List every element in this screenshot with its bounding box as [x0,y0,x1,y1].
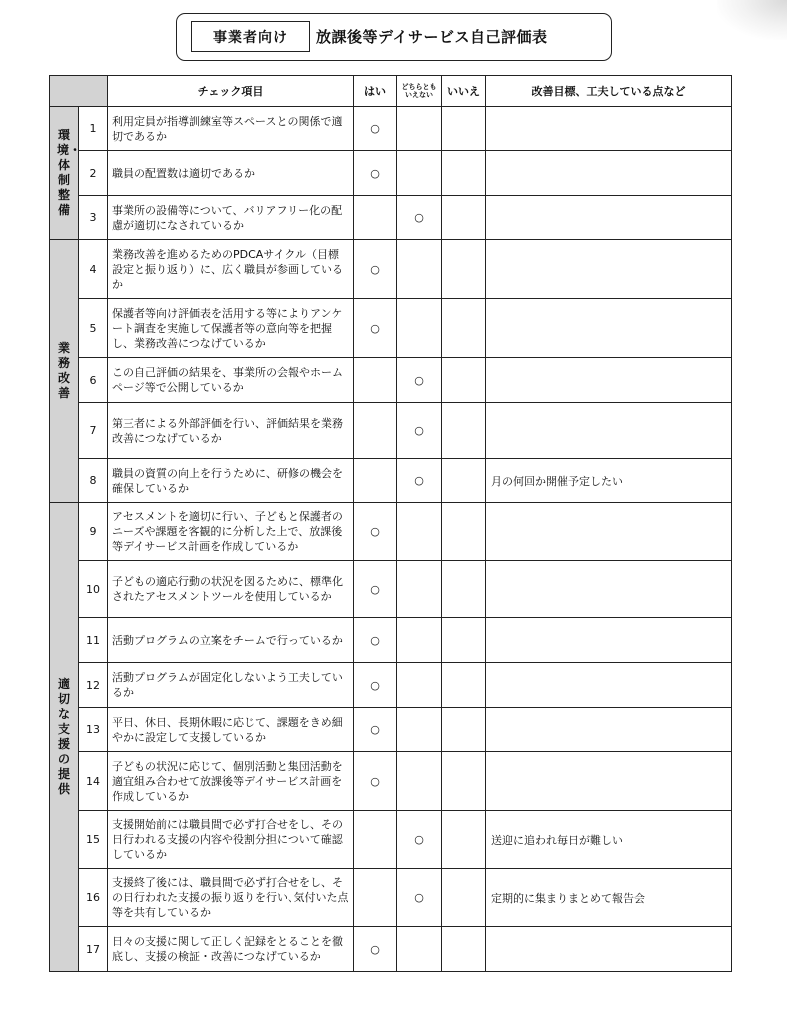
evaluation-table [49,75,732,972]
check-item-text: 第三者による外部評価を行い、評価結果を業務改善につなげているか [108,403,354,459]
row-number: 10 [79,561,108,618]
answer-yes: ○ [354,663,397,708]
answer-neutral: ○ [397,403,442,459]
answer-yes: ○ [354,240,397,299]
remark-text [486,107,732,151]
row-number: 14 [79,752,108,811]
answer-yes: ○ [354,151,397,196]
header-neutral-line2: いえない [405,91,433,99]
answer-neutral [397,618,442,663]
row-number: 4 [79,240,108,299]
answer-neutral [397,503,442,561]
answer-no [442,107,486,151]
answer-neutral: ○ [397,869,442,927]
check-item-text: 業務改善を進めるためのPDCAサイクル（目標設定と振り返り）に、広く職員が参画しているか [108,240,354,299]
check-item-text: 活動プログラムが固定化しないよう工夫しているか [108,663,354,708]
answer-neutral [397,752,442,811]
row-number: 12 [79,663,108,708]
category-label: 適切な支援の提供 [57,677,70,796]
answer-neutral [397,299,442,358]
row-number: 3 [79,196,108,240]
table-row [50,869,732,927]
answer-no [442,663,486,708]
answer-no [442,299,486,358]
row-number: 9 [79,503,108,561]
check-item-text: 職員の資質の向上を行うために、研修の機会を確保しているか [108,459,354,503]
remark-text [486,663,732,708]
answer-no [442,240,486,299]
answer-yes [354,196,397,240]
answer-yes [354,459,397,503]
answer-neutral: ○ [397,358,442,403]
table-row [50,503,732,561]
check-item-text: 活動プログラムの立案をチームで行っているか [108,618,354,663]
check-item-text: 事業所の設備等について、バリアフリー化の配慮が適切になされているか [108,196,354,240]
category-label: 環境・体制整備 [57,128,82,217]
check-item-text: 利用定員が指導訓練室等スペースとの関係で適切であるか [108,107,354,151]
answer-no [442,358,486,403]
table-row [50,151,732,196]
table-row [50,107,732,151]
answer-neutral: ○ [397,459,442,503]
answer-yes: ○ [354,299,397,358]
answer-yes [354,811,397,869]
answer-no [442,196,486,240]
row-number: 11 [79,618,108,663]
table-row [50,927,732,972]
page-title: 放課後等デイサービス自己評価表 [316,28,548,46]
row-number: 13 [79,708,108,752]
check-item-text: 職員の配置数は適切であるか [108,151,354,196]
remark-text: 送迎に追われ毎日が難しい [486,811,732,869]
table-row [50,618,732,663]
row-number: 16 [79,869,108,927]
table-row [50,811,732,869]
check-item-text: 支援終了後には、職員間で必ず打合せをし、その日行われた支援の振り返りを行い､気付いた点等を共有しているか [108,869,354,927]
remark-text [486,752,732,811]
remark-text [486,927,732,972]
table-row [50,708,732,752]
header-yes: はい [354,76,397,107]
audience-tag: 事業者向け [191,21,310,52]
table-row [50,358,732,403]
header-remarks: 改善目標、工夫している点など [486,76,732,107]
row-number: 8 [79,459,108,503]
check-item-text: 子どもの適応行動の状況を図るために、標準化されたアセスメントツールを使用しているか [108,561,354,618]
remark-text [486,151,732,196]
answer-yes: ○ [354,618,397,663]
table-row [50,663,732,708]
header-no: いいえ [442,76,486,107]
table-row [50,299,732,358]
remark-text [486,240,732,299]
remark-text [486,618,732,663]
remark-text [486,561,732,618]
answer-yes: ○ [354,561,397,618]
remark-text [486,708,732,752]
answer-yes: ○ [354,752,397,811]
answer-no [442,403,486,459]
check-item-text: 日々の支援に関して正しく記録をとることを徹底し、支援の検証・改善につなげているか [108,927,354,972]
row-number: 17 [79,927,108,972]
answer-no [442,459,486,503]
row-number: 6 [79,358,108,403]
check-item-text: 子どもの状況に応じて、個別活動と集団活動を適宜組み合わせて放課後等デイサービス計画を作成しているか [108,752,354,811]
remark-text: 月の何回か開催予定したい [486,459,732,503]
remark-text [486,358,732,403]
answer-yes: ○ [354,503,397,561]
row-number: 15 [79,811,108,869]
answer-no [442,561,486,618]
header-neutral-line1: どちらとも [401,83,437,91]
answer-no [442,752,486,811]
answer-neutral [397,561,442,618]
table-row [50,459,732,503]
table-row [50,752,732,811]
answer-no [442,927,486,972]
table-row [50,240,732,299]
answer-neutral [397,708,442,752]
category-cell [50,107,82,240]
answer-neutral: ○ [397,811,442,869]
check-item-text: この自己評価の結果を、事業所の会報やホームページ等で公開しているか [108,358,354,403]
answer-no [442,618,486,663]
check-item-text: 保護者等向け評価表を活用する等によりアンケート調査を実施して保護者等の意向等を把握し、業務改善につなげているか [108,299,354,358]
answer-no [442,708,486,752]
answer-yes: ○ [354,708,397,752]
answer-neutral [397,107,442,151]
row-number: 2 [79,151,108,196]
table-body [50,107,732,972]
check-item-text: アセスメントを適切に行い、子どもと保護者のニーズや課題を客観的に分析した上で、放課後等デイサービス計画を作成しているか [108,503,354,561]
header-check-item: チェック項目 [108,76,354,107]
answer-neutral [397,927,442,972]
answer-yes [354,358,397,403]
answer-neutral [397,240,442,299]
table-row [50,403,732,459]
row-number: 5 [79,299,108,358]
check-item-text: 平日、休日、長期休暇に応じて、課題をきめ細やかに設定して支援しているか [108,708,354,752]
remark-text [486,299,732,358]
row-number: 1 [79,107,108,151]
category-label: 業務改善 [57,341,70,400]
answer-no [442,503,486,561]
answer-no [442,869,486,927]
answer-yes [354,869,397,927]
header-neutral [397,76,442,107]
answer-neutral: ○ [397,196,442,240]
answer-neutral [397,151,442,196]
check-item-text: 支援開始前には職員間で必ず打合せをし、その日行われる支援の内容や役割分担について確認しているか [108,811,354,869]
table-header-row [50,76,732,107]
remark-text [486,403,732,459]
header-blank [50,76,108,107]
answer-no [442,151,486,196]
row-number: 7 [79,403,108,459]
table-row [50,561,732,618]
remark-text: 定期的に集まりまとめて報告会 [486,869,732,927]
remark-text [486,503,732,561]
answer-yes [354,403,397,459]
category-cell [50,240,79,503]
category-cell [50,503,79,972]
answer-yes: ○ [354,927,397,972]
answer-neutral [397,663,442,708]
remark-text [486,196,732,240]
table-row [50,196,732,240]
page-corner-shadow [717,0,787,40]
answer-no [442,811,486,869]
answer-yes: ○ [354,107,397,151]
